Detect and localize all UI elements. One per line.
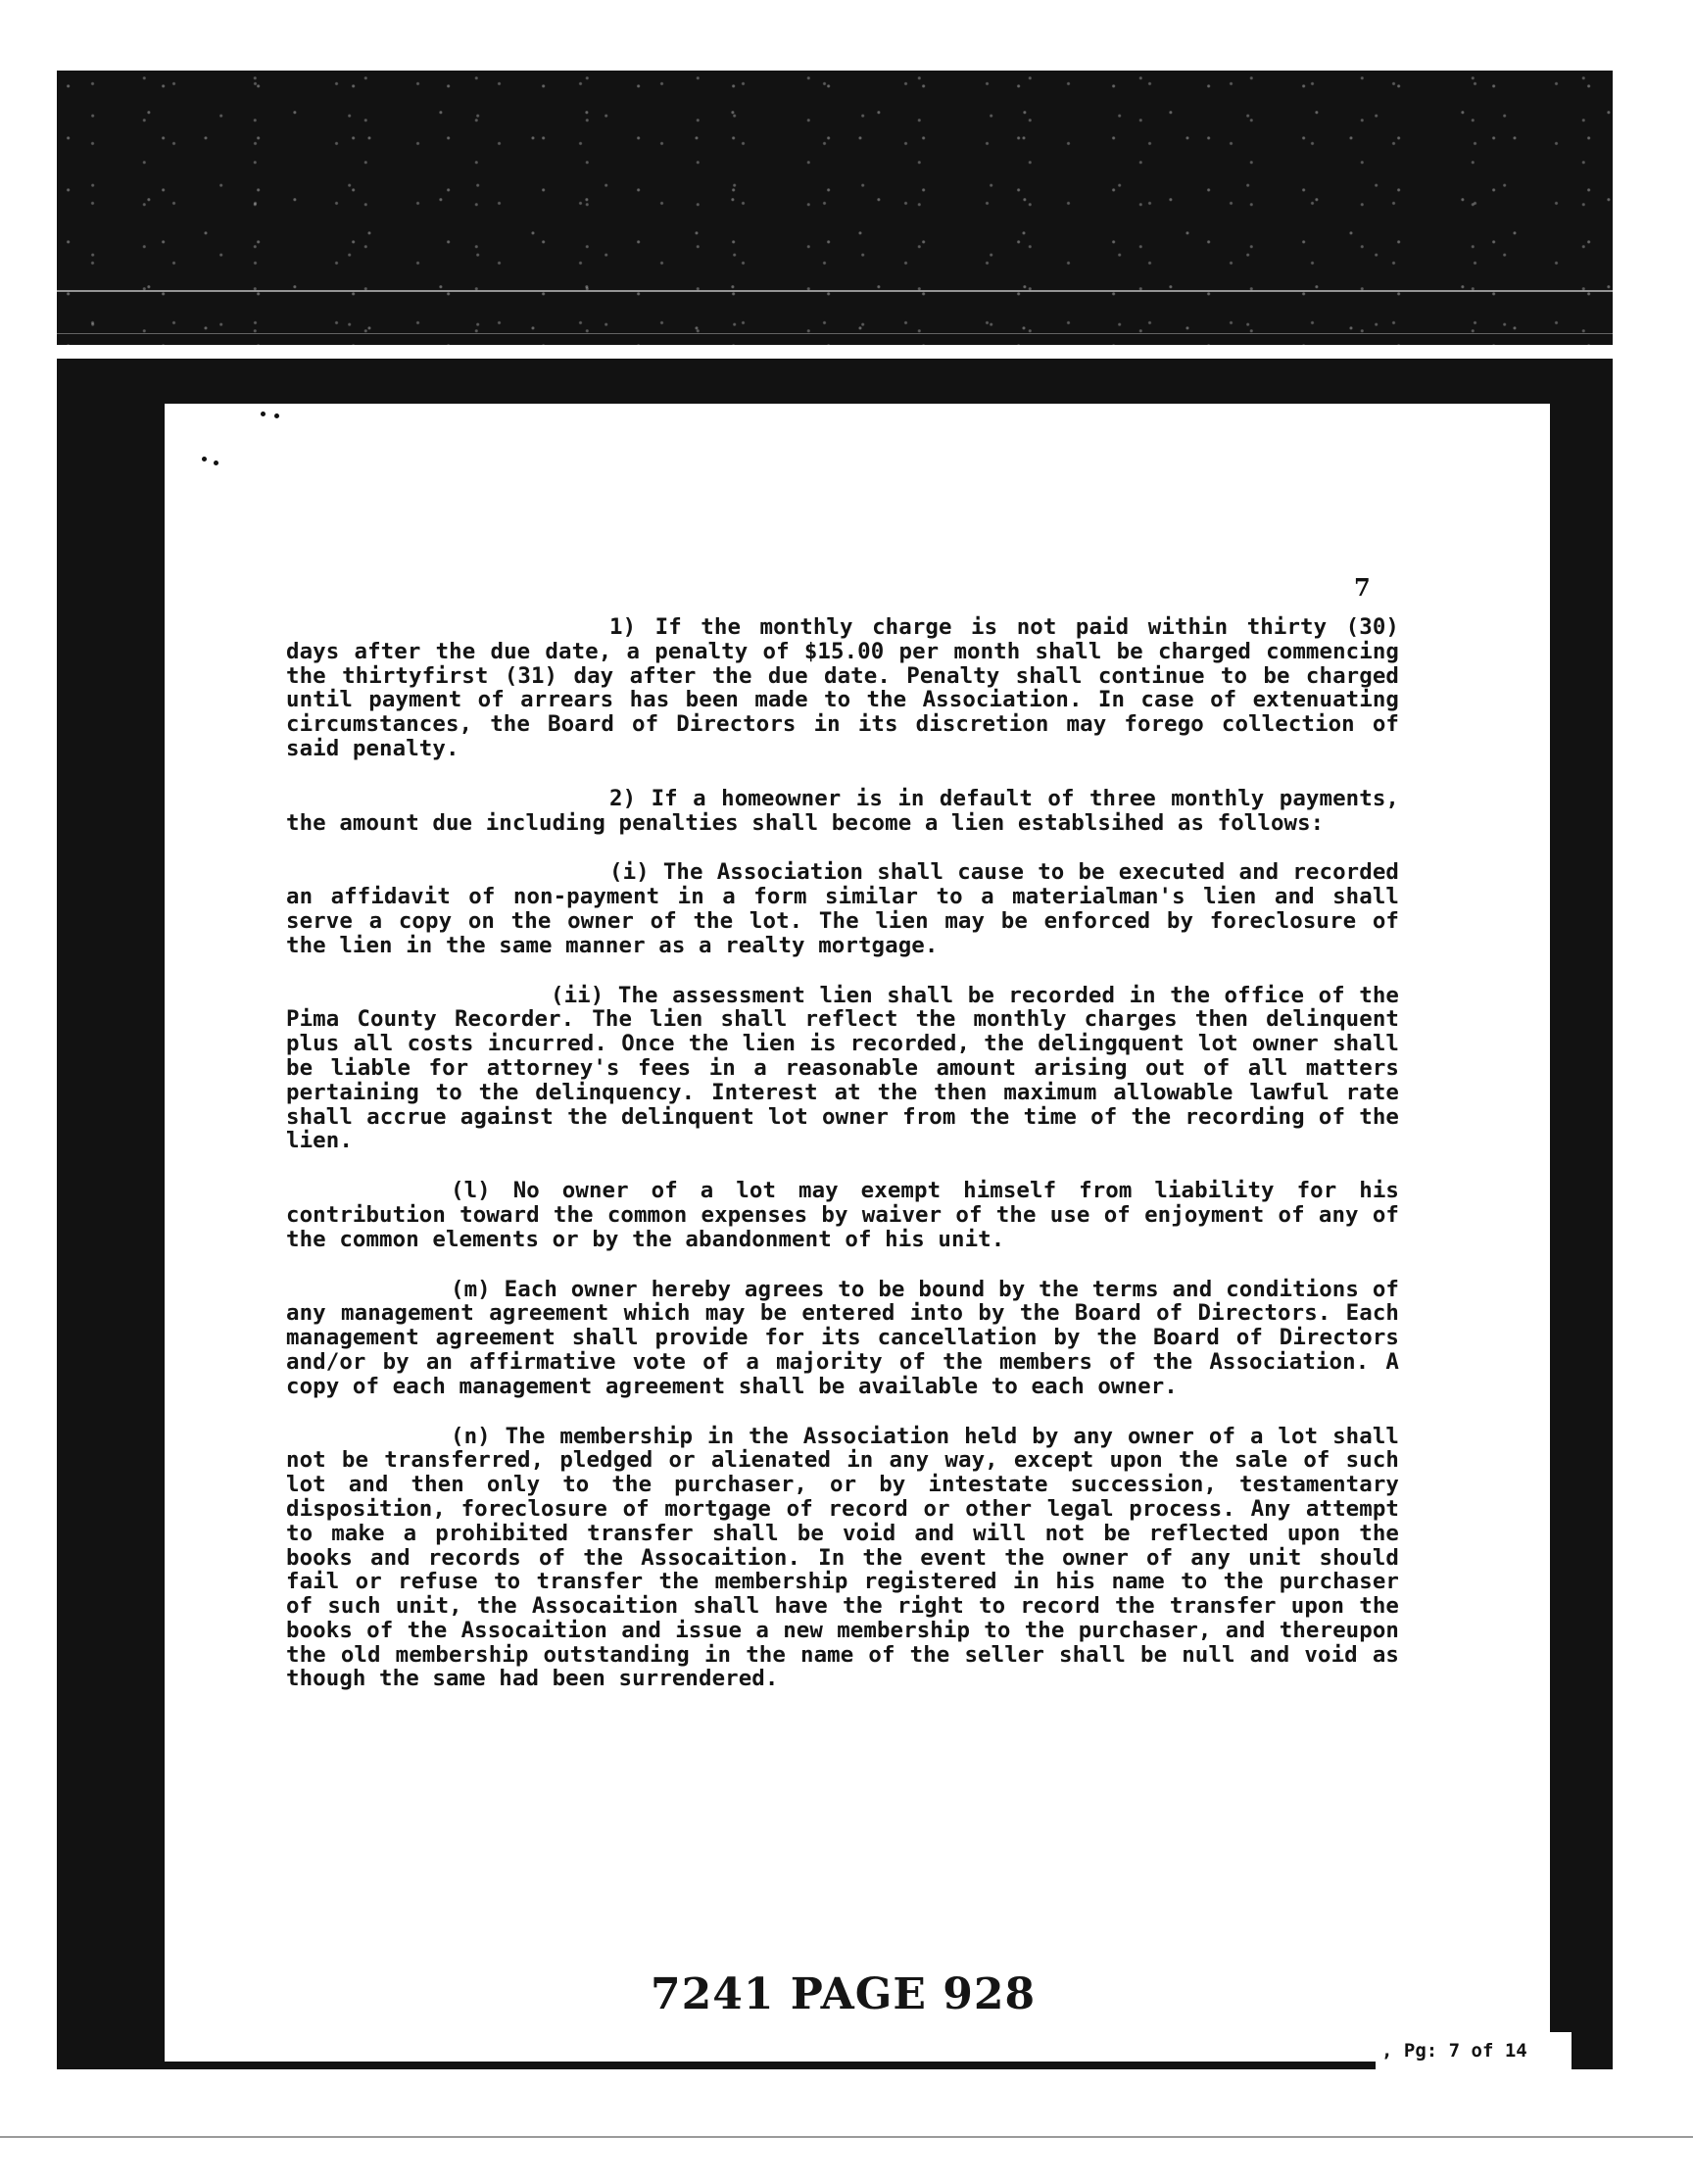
paragraph-lien-affidavit: (i) The Association shall cause to be executed and recorded an affidavit of non-payment in a form similar to a materialman's lien and shall serve a copy on the owner of the lot. The lien may be enforced by foreclosure of the lien in the same manner as a realty mortgage. [286,859,1399,958]
scan-speck [274,413,279,418]
paragraph-l-exemption: (l) No owner of a lot may exempt himself from liability for his contribution toward the common expenses by waiver of the use of enjoyment of any of the common elements or by the abandonment of his unit. [286,1178,1399,1252]
paragraph-lien-recording: (ii) The assessment lien shall be recorded in the office of the Pima County Recorder. The lien shall reflect the monthly charges then delinquent plus all costs incurred. Once the lien is recorded, the delingquent lot owner shall be liable for attorney's fees in a reasonable amount arising out of all matters pertaining to the delinquency. Interest at the then maximum allowable lawful rate shall accrue against the delinquent lot owner from the time of the recording of the lien. [286,982,1399,1154]
scan-gap [57,345,1613,359]
page-indicator: , Pg: 7 of 14 [1381,2040,1527,2062]
scan-speck [202,457,207,461]
page-number: 7 [1354,573,1371,602]
recording-stamp: 7241 PAGE 928 [651,1969,1037,2019]
scan-noise [57,71,1613,345]
document-body [286,615,1399,1717]
scan-rule [57,333,1613,334]
paragraph-m-management: (m) Each owner hereby agrees to be bound by the terms and conditions of any management agreement which may be entered into by the Board of Directors. Each management agreement shall provide for its cancellation by the Board of Directors and/or by an affirmative vote of a majority of the members of the Association. A copy of each management agreement shall be available to each owner. [286,1276,1399,1399]
scan-speck [214,461,218,465]
bottom-rule [0,2136,1693,2138]
paragraph-lien-default: 2) If a homeowner is in default of three monthly payments, the amount due including penalties shall become a lien establsihed as follows: [286,785,1399,836]
scan-speck [261,412,266,416]
paragraph-late-penalty: 1) If the monthly charge is not paid within thirty (30) days after the due date, a penalty of $15.00 per month shall be charged commencing the thirtyfirst (31) day after the due date. Penalty shall continue to be charged until payment of arrears has been made to the Association. In case of extenuating circumstances, the Board of Directors in its discretion may forego collection of said penalty. [286,614,1399,761]
paragraph-n-membership: (n) The membership in the Association held by any owner of a lot shall not be transferred, pledged or alienated in any way, except upon the sale of such lot and then only to the purchaser, or by intestate succession, testamentary disposition, foreclosure of mortgage of record or other legal process. Any attempt to make a prohibited transfer shall be void and will not be reflected upon the books and records of the Assocaition. In the event the owner of any unit should fail or refuse to transfer the membership registered in his name to the purchaser of such unit, the Assocaition shall have the right to record the transfer upon the books of the Assocaition and issue a new membership to the purchaser, and thereupon the old membership outstanding in the name of the seller shall be null and void as though the same had been surrendered. [286,1423,1399,1692]
scan-rule [57,290,1613,292]
